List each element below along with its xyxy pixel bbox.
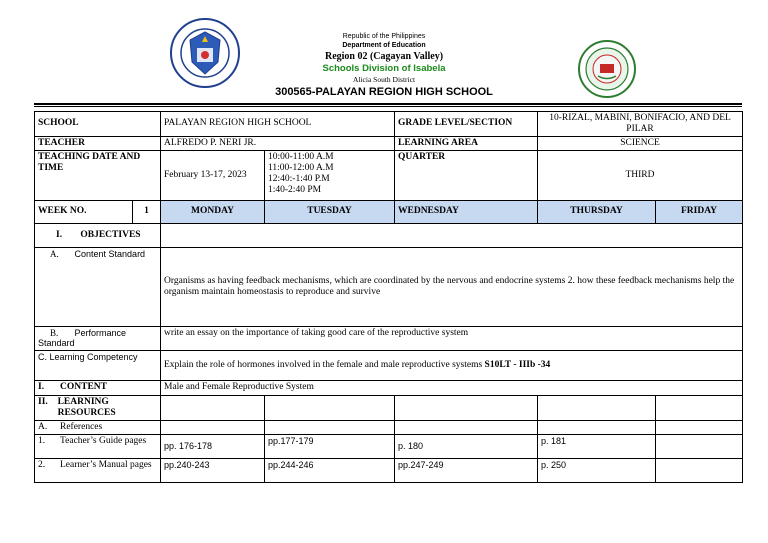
quarter-value: THIRD <box>538 150 743 200</box>
date-label: TEACHING DATE AND TIME <box>35 150 161 200</box>
content-standard-text-label: Content Standard <box>74 248 146 259</box>
references-heading <box>35 420 161 434</box>
references-row <box>35 420 743 434</box>
date-value: February 13-17, 2023 <box>161 150 265 200</box>
content-standard-text: Organisms as having feedback mechanisms, which are coordinated by the nervous and endocrine systems 2. how these feedback mechanisms help the organism maintain homeostasis to reproduce and survive <box>161 247 743 326</box>
tg-label: Teacher’s Guide pages <box>60 435 147 446</box>
content-title: CONTENT <box>60 381 107 392</box>
school-row <box>35 112 743 137</box>
time-slot: 10:00-11:00 A.M <box>268 151 334 162</box>
competency-row <box>35 350 743 380</box>
content-standard-row <box>35 247 743 326</box>
tg-tuesday: pp.177-179 <box>265 434 395 458</box>
resources-title: LEARNING RESOURCES <box>57 396 116 418</box>
references-num: A. <box>38 421 48 432</box>
teacher-row <box>35 136 743 150</box>
time-list <box>265 150 395 200</box>
content-value: Male and Female Reproductive System <box>161 380 743 395</box>
lm-tuesday: pp.244-246 <box>265 458 395 482</box>
resources-heading <box>35 395 161 420</box>
school-title: 300565-PALAYAN REGION HIGH SCHOOL <box>275 86 493 98</box>
day-wednesday: WEDNESDAY <box>395 200 538 223</box>
content-standard-num: A. <box>50 248 59 259</box>
republic-line: Republic of the Philippines <box>342 33 426 40</box>
time-slot: 1:40-2:40 PM <box>268 184 322 195</box>
lm-monday: pp.240-243 <box>161 458 265 482</box>
learners-manual-label <box>35 458 161 482</box>
tg-wednesday: p. 180 <box>395 434 538 458</box>
learners-manual-row <box>35 458 743 482</box>
day-monday: MONDAY <box>161 200 265 223</box>
area-value: SCIENCE <box>538 136 743 150</box>
lm-thursday: p. 250 <box>538 458 656 482</box>
week-row <box>35 200 743 223</box>
content-heading <box>35 380 161 395</box>
school-value: PALAYAN REGION HIGH SCHOOL <box>161 112 395 137</box>
teachers-guide-row <box>35 434 743 458</box>
teacher-value: ALFREDO P. NERI JR. <box>161 136 395 150</box>
day-thursday: THURSDAY <box>538 200 656 223</box>
day-tuesday: TUESDAY <box>265 200 395 223</box>
tg-thursday: p. 181 <box>538 434 656 458</box>
header-rule <box>34 103 742 105</box>
content-row <box>35 380 743 395</box>
lm-num: 2. <box>38 459 46 470</box>
district-line: Alicia South District <box>352 75 416 84</box>
lm-label: Learner’s Manual pages <box>60 459 152 470</box>
tg-friday <box>656 434 743 458</box>
performance-row <box>35 326 743 350</box>
objectives-heading <box>35 223 161 247</box>
area-label: LEARNING AREA <box>395 136 538 150</box>
week-label: WEEK NO. <box>35 200 133 223</box>
header-rule-thin <box>34 106 742 107</box>
tg-monday: pp. 176-178 <box>161 434 265 458</box>
competency-label: C. Learning Competency <box>35 350 161 380</box>
performance-text-label: Performance Standard <box>38 327 127 349</box>
performance-label <box>35 326 161 350</box>
resources-num: II. <box>38 396 48 407</box>
time-slot: 11:00-12:00 A.M <box>268 162 334 173</box>
grade-value: 10-RIZAL, MABINI, BONIFACIO, AND DEL PILAR <box>538 112 743 137</box>
tg-num: 1. <box>38 435 46 446</box>
lm-friday <box>656 458 743 482</box>
objectives-title: OBJECTIVES <box>80 229 141 240</box>
region-line: Region 02 (Cagayan Valley) <box>324 51 444 62</box>
competency-text: Explain the role of hormones involved in the female and male reproductive systems <box>164 359 485 370</box>
objectives-row <box>35 223 743 247</box>
day-friday: FRIDAY <box>656 200 743 223</box>
time-slot: 12:40:-1:40 P.M <box>268 173 330 184</box>
department-line: Department of Education <box>342 42 426 49</box>
competency-code: S10LT - IIIb -34 <box>484 359 551 370</box>
grade-label: GRADE LEVEL/SECTION <box>395 112 538 137</box>
references-label: References <box>60 421 103 432</box>
performance-text: write an essay on the importance of taking good care of the reproductive system <box>161 326 743 350</box>
date-row <box>35 150 743 200</box>
resources-row <box>35 395 743 420</box>
division-line: Schools Division of Isabela <box>322 63 446 74</box>
teacher-label: TEACHER <box>35 136 161 150</box>
school-label: SCHOOL <box>35 112 161 137</box>
performance-num: B. <box>50 327 59 338</box>
competency-cell <box>161 350 743 380</box>
teachers-guide-label <box>35 434 161 458</box>
dll-table <box>34 111 743 483</box>
quarter-label: QUARTER <box>395 150 538 200</box>
week-value: 1 <box>133 200 161 223</box>
lm-wednesday: pp.247-249 <box>395 458 538 482</box>
content-standard-label <box>35 247 161 326</box>
objectives-num: I. <box>56 229 63 240</box>
content-num: I. <box>38 381 45 392</box>
